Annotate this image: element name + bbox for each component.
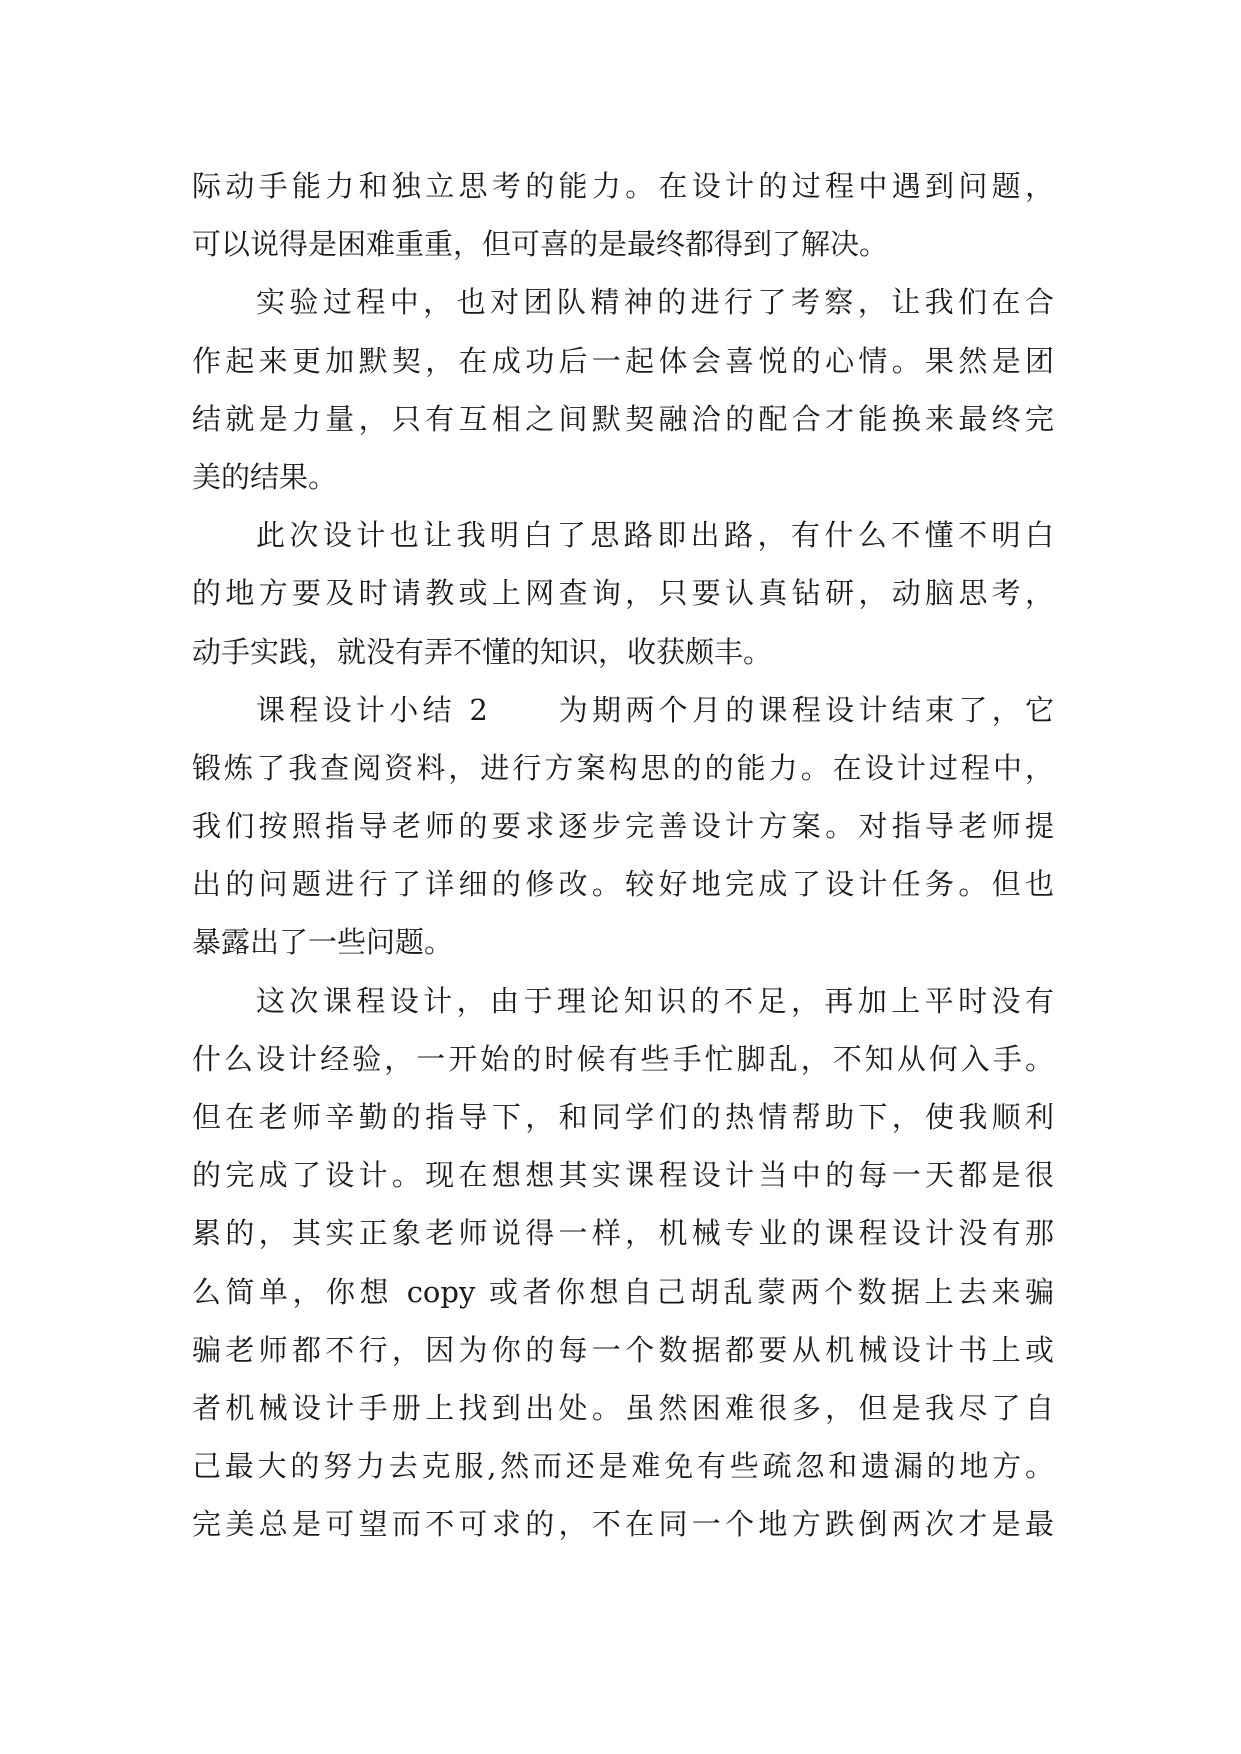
text-line: 际动手能力和独立思考的能力。在设计的过程中遇到问题， <box>192 169 1054 203</box>
text-line: 完美总是可望而不可求的，不在同一个地方跌倒两次才是最 <box>192 1507 1054 1542</box>
text-line: 累的，其实正象老师说得一样，机械专业的课程设计没有那 <box>192 1216 1054 1251</box>
paragraph-start-line: 这次课程设计，由于理论知识的不足，再加上平时没有 <box>256 983 1054 1018</box>
text-line: 出的问题进行了详细的修改。较好地完成了设计任务。但也 <box>192 867 1054 902</box>
text-line: 我们按照指导老师的要求逐步完善设计方案。对指导老师提 <box>192 809 1054 844</box>
text-line: 的地方要及时请教或上网查询，只要认真钻研，动脑思考， <box>192 576 1054 611</box>
text-line: 但在老师辛勤的指导下，和同学们的热情帮助下，使我顺利 <box>192 1100 1054 1134</box>
text-line: 动手实践，就没有弄不懂的知识，收获颇丰。 <box>192 634 773 669</box>
text-line: 可以说得是困难重重，但可喜的是最终都得到了解决。 <box>192 227 889 262</box>
paragraph-start-line: 实验过程中，也对团队精神的进行了考察，让我们在合 <box>256 285 1054 320</box>
text-line: 么简单，你想 copy 或者你想自己胡乱蒙两个数据上去来骗 <box>192 1274 1054 1309</box>
text-line: 作起来更加默契，在成功后一起体会喜悦的心情。果然是团 <box>192 343 1054 378</box>
text-line: 骗老师都不行，因为你的每一个数据都要从机械设计书上或 <box>192 1332 1054 1367</box>
paragraph-start-line: 此次设计也让我明白了思路即出路，有什么不懂不明白 <box>256 518 1054 553</box>
text-line: 者机械设计手册上找到出处。虽然困难很多，但是我尽了自 <box>192 1390 1054 1425</box>
text-line: 锻炼了我查阅资料，进行方案构思的的能力。在设计过程中， <box>192 750 1054 785</box>
text-line: 暴露出了一些问题。 <box>192 925 454 960</box>
section-heading-line: 课程设计小结 2 为期两个月的课程设计结束了，它 <box>256 692 1054 727</box>
text-line: 的完成了设计。现在想想其实课程设计当中的每一天都是很 <box>192 1158 1054 1193</box>
text-line: 结就是力量，只有互相之间默契融洽的配合才能换来最终完 <box>192 401 1054 436</box>
text-line: 己最大的努力去克服,然而还是难免有些疏忽和遗漏的地方。 <box>192 1449 1054 1484</box>
body-text <box>192 157 1054 1554</box>
text-line: 什么设计经验，一开始的时候有些手忙脚乱，不知从何入手。 <box>192 1041 1054 1076</box>
text-line: 美的结果。 <box>192 459 338 494</box>
